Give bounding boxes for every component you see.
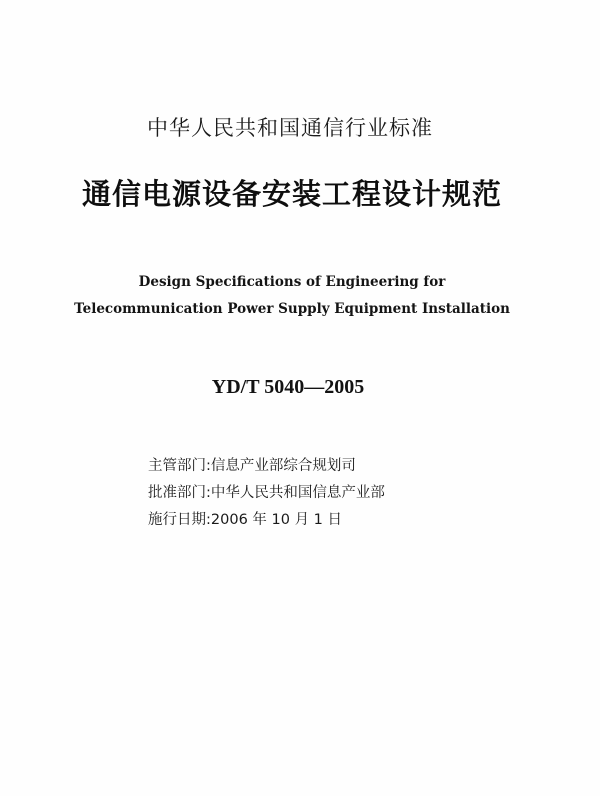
english-title-line-1: Design Specifications of Engineering for xyxy=(138,274,446,290)
effective-date-value: 2006 年 10 月 1 日 xyxy=(210,512,343,528)
competent-department-row xyxy=(148,453,385,480)
document-metadata xyxy=(148,453,385,534)
document-title-chinese: 通信电源设备安装工程设计规范 xyxy=(81,177,502,211)
competent-department-label: 主管部门: xyxy=(148,458,211,474)
approval-department-label: 批准部门: xyxy=(148,485,211,501)
issuer-heading: 中华人民共和国通信行业标准 xyxy=(147,116,433,140)
standard-code: YD/T 5040—2005 xyxy=(211,376,365,398)
effective-date-label: 施行日期: xyxy=(148,512,211,528)
english-title-line-2: Telecommunication Power Supply Equipment Installation xyxy=(74,301,510,317)
effective-date-row xyxy=(148,507,385,534)
approval-department-value: 中华人民共和国信息产业部 xyxy=(210,485,385,501)
approval-department-row xyxy=(148,480,385,507)
competent-department-value: 信息产业部综合规划司 xyxy=(210,458,356,474)
document-title-english xyxy=(0,269,584,323)
